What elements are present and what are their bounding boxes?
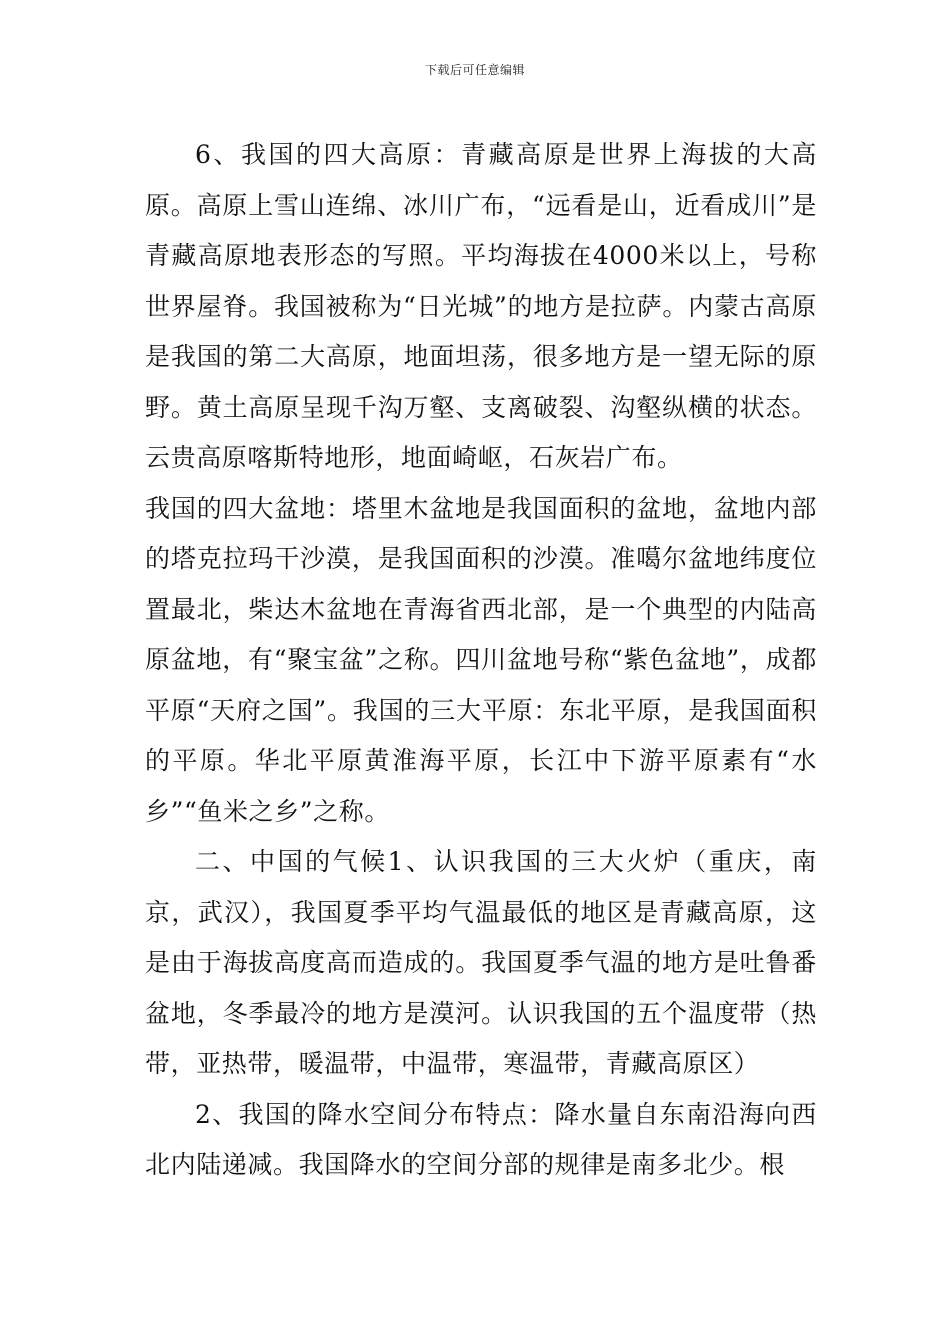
paragraph-precipitation: 2、我国的降水空间分布特点：降水量自东南沿海向西北内陆递减。我国降水的空间分部的规律是南多北少。根 [145, 1099, 817, 1179]
paragraph-basins: 我国的四大盆地：塔里木盆地是我国面积的盆地，盆地内部的塔克拉玛干沙漠，是我国面积的沙漠。准噶尔盆地纬度位置最北，柴达木盆地在青海省西北部，是一个典型的内陆高原盆地，有“聚宝盆”之称。四川盆地号称“紫色盆地”，成都平原“天府之国”。我国的三大平原：东北平原，是我国面积的平原。华北平原黄淮海平原，长江中下游平原素有“水乡”“鱼米之乡”之称。 [145, 493, 817, 826]
page-header: 下载后可任意编辑 [424, 63, 525, 77]
paragraph-climate: 二、中国的气候1、认识我国的三大火炉（重庆，南京，武汉），我国夏季平均气温最低的地区是青藏高原，这是由于海拔高度高而造成的。我国夏季气温的地方是吐鲁番盆地，冬季最冷的地方是漠河。认识我国的五个温度带（热带，亚热带，暖温带，中温带，寒温带，青藏高原区） [145, 847, 817, 1078]
paragraph-plateaus: 6、我国的四大高原：青藏高原是世界上海拔的大高原。高原上雪山连绵、冰川广布，“远看是山，近看成川”是青藏高原地表形态的写照。平均海拔在4000米以上，号称世界屋脊。我国被称为“日光城”的地方是拉萨。内蒙古高原是我国的第二大高原，地面坦荡，很多地方是一望无际的原野。黄土高原呈现千沟万壑、支离破裂、沟壑纵横的状态。云贵高原喀斯特地形，地面崎岖，石灰岩广布。 [145, 140, 817, 472]
document-body [145, 130, 817, 1191]
